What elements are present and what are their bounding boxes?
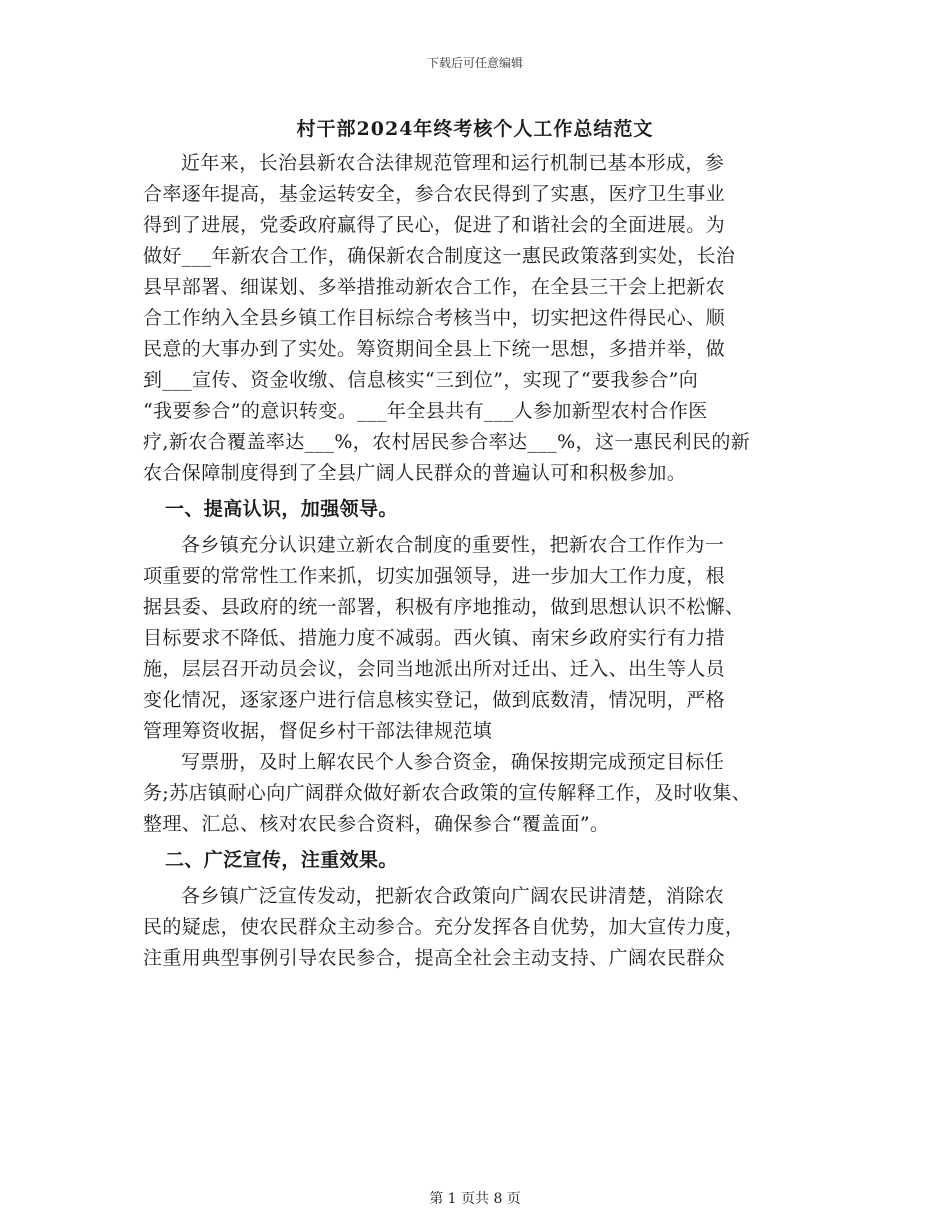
paragraph-line: 务;苏店镇耐心向广阔群众做好新农合政策的宣传解释工作，及时收集、 [143,782,752,804]
section-heading: 一、提高认识，加强领导。 [165,498,398,520]
paragraph-line: “我要参合”的意识转变。___年全县共有___人参加新型农村合作医 [143,400,708,422]
paragraph-line: 整理、汇总、核对农民参合资料，确保参合“覆盖面”。 [143,813,610,835]
paragraph-line: 管理筹资收据，督促乡村干部法律规范填 [143,720,493,742]
paragraph-line: 目标要求不降低、措施力度不减弱。西火镇、南宋乡政府实行有力措 [143,627,726,649]
paragraph-line: 写票册，及时上解农民个人参合资金，确保按期完成预定目标任 [181,751,725,773]
paragraph-line: 到___宣传、资金收缴、信息核实“三到位”，实现了“要我参合”向 [143,369,699,391]
paragraph-line: 近年来，长治县新农合法律规范管理和运行机制已基本形成，参 [181,152,725,174]
paragraph-line: 得到了进展，党委政府赢得了民心，促进了和谐社会的全面进展。为 [143,214,726,236]
paragraph-line: 注重用典型事例引导农民参合，提高全社会主动支持、广阔农民群众 [143,947,726,969]
document-body [143,148,815,974]
paragraph-line: 做好___年新农合工作，确保新农合制度这一惠民政策落到实处，长治 [143,245,736,267]
header-note: 下载后可任意编辑 [426,56,523,70]
paragraph-line: 各乡镇广泛宣传发动，把新农合政策向广阔农民讲清楚，消除农 [181,885,725,907]
paragraph-line: 民意的大事办到了实处。筹资期间全县上下统一思想，多措并举，做 [143,338,726,360]
document-title: 村干部2024年终考核个人工作总结范文 [296,118,654,140]
paragraph-line: 施，层层召开动员会议，会同当地派出所对迁出、迁入、出生等人员 [143,658,726,680]
paragraph-line: 项重要的常常性工作来抓，切实加强领导，进一步加大工作力度，根 [143,565,726,587]
paragraph-line: 据县委、县政府的统一部署，积极有序地推动，做到思想认识不松懈、 [143,596,745,618]
section-heading: 二、广泛宣传，注重效果。 [165,849,398,871]
page-footer: 第 1 页共 8 页 [429,1191,521,1207]
paragraph-line: 疗,新农合覆盖率达___%，农村居民参合率达___%，这一惠民利民的新 [143,431,751,453]
paragraph-line: 合工作纳入全县乡镇工作目标综合考核当中，切实把这件得民心、顺 [143,307,726,329]
paragraph-line: 县早部署、细谋划、多举措推动新农合工作，在全县三干会上把新农 [143,276,726,298]
paragraph-line: 变化情况，逐家逐户进行信息核实登记，做到底数清，情况明，严格 [143,689,726,711]
paragraph-line: 各乡镇充分认识建立新农合制度的重要性，把新农合工作作为一 [181,534,725,556]
paragraph-line: 民的疑虑，使农民群众主动参合。充分发挥各自优势，加大宣传力度， [143,916,745,938]
paragraph-line: 农合保障制度得到了全县广阔人民群众的普遍认可和积极参加。 [143,462,687,484]
paragraph-line: 合率逐年提高，基金运转安全，参合农民得到了实惠，医疗卫生事业 [143,183,726,205]
